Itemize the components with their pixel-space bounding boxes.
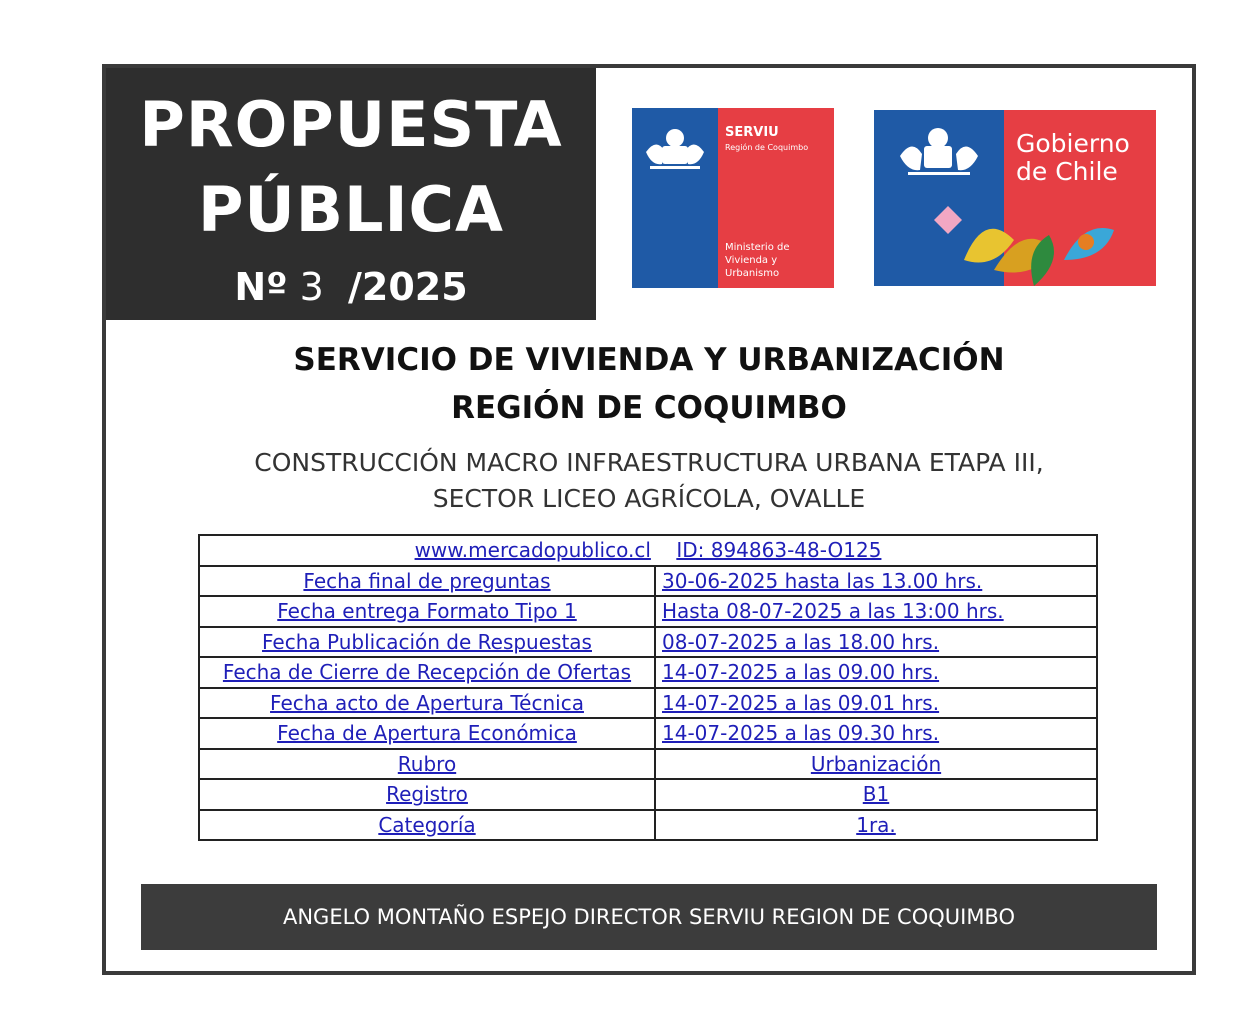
row-value: Urbanización <box>655 749 1097 780</box>
row-label: Fecha acto de Apertura Técnica <box>199 688 655 719</box>
table-row <box>199 657 1097 688</box>
title-box <box>106 68 596 320</box>
serviu-logo <box>632 108 834 288</box>
row-value: 14-07-2025 a las 09.00 hrs. <box>655 657 1097 688</box>
org-line-1: SERVICIO DE VIVIENDA Y URBANIZACIÓN <box>293 342 1005 378</box>
table-row <box>199 749 1097 780</box>
number-value: 3 <box>299 265 324 309</box>
row-label: Fecha Publicación de Respuestas <box>199 627 655 658</box>
row-label: Rubro <box>199 749 655 780</box>
table-row <box>199 810 1097 841</box>
project-line-2: SECTOR LICEO AGRÍCOLA, OVALLE <box>432 484 866 513</box>
serviu-name: SERVIU <box>725 125 779 140</box>
tender-info-table <box>198 534 1098 841</box>
header-cell <box>199 535 1097 566</box>
number-prefix: Nº <box>234 265 288 309</box>
notice-frame <box>102 64 1196 975</box>
title-line-2: PÚBLICA <box>197 173 505 246</box>
row-value: 1ra. <box>655 810 1097 841</box>
row-label: Fecha entrega Formato Tipo 1 <box>199 596 655 627</box>
row-label: Fecha de Apertura Económica <box>199 718 655 749</box>
table-row <box>199 688 1097 719</box>
row-value: Hasta 08-07-2025 a las 13:00 hrs. <box>655 596 1097 627</box>
row-label: Fecha final de preguntas <box>199 566 655 597</box>
tender-id: ID: 894863-48-O125 <box>676 538 882 563</box>
org-line-2: REGIÓN DE COQUIMBO <box>451 390 847 426</box>
table-row <box>199 627 1097 658</box>
table-row <box>199 779 1097 810</box>
serviu-ministry: Ministerio de Vivienda y Urbanismo <box>725 242 790 279</box>
number-year: /2025 <box>348 265 468 309</box>
row-label: Fecha de Cierre de Recepción de Ofertas <box>199 657 655 688</box>
row-label: Categoría <box>199 810 655 841</box>
director-footer: ANGELO MONTAÑO ESPEJO DIRECTOR SERVIU REGION DE COQUIMBO <box>141 884 1157 950</box>
gobierno-logo <box>874 110 1156 286</box>
table-header-row <box>199 535 1097 566</box>
row-label: Registro <box>199 779 655 810</box>
table-row <box>199 566 1097 597</box>
mercadopublico-link[interactable]: www.mercadopublico.cl <box>414 538 651 563</box>
row-value: 14-07-2025 a las 09.01 hrs. <box>655 688 1097 719</box>
table-row <box>199 718 1097 749</box>
gobierno-line-1: Gobierno <box>1016 129 1130 158</box>
row-value: 14-07-2025 a las 09.30 hrs. <box>655 718 1097 749</box>
serviu-region: Región de Coquimbo <box>725 143 809 152</box>
row-value: 08-07-2025 a las 18.00 hrs. <box>655 627 1097 658</box>
table-row <box>199 596 1097 627</box>
row-value: B1 <box>655 779 1097 810</box>
title-number <box>106 264 596 310</box>
project-line-1: CONSTRUCCIÓN MACRO INFRAESTRUCTURA URBANA ETAPA III, <box>254 448 1044 477</box>
title-line-1: PROPUESTA <box>139 88 563 161</box>
gobierno-line-2: de Chile <box>1016 157 1118 186</box>
row-value: 30-06-2025 hasta las 13.00 hrs. <box>655 566 1097 597</box>
